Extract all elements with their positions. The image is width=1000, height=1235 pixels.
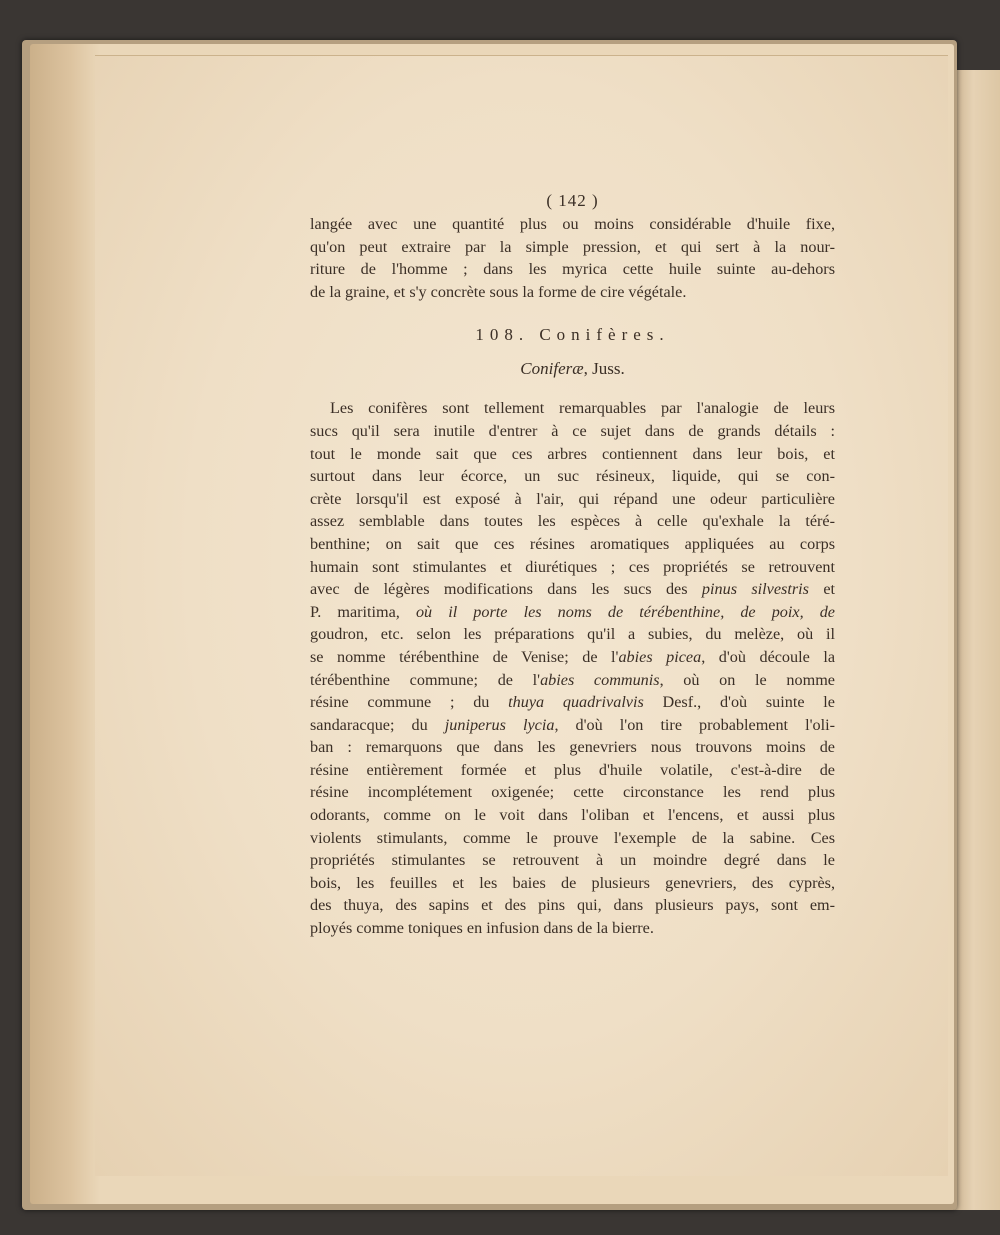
species-name: , où il porte les noms de térébenthine, de poix, de [395, 602, 835, 621]
next-page-edge [952, 70, 1000, 1210]
section-heading: 108. Conifères. [475, 325, 670, 345]
text-line: sandaracque; du juniperus lycia, d'où l'on tire probablement l'oli- [310, 715, 835, 734]
text-line: tout le monde sait que ces arbres contiennent dans leur bois, et [310, 444, 835, 463]
text-line: se nomme térébenthine de Venise; de l'abies picea, d'où découle la [310, 647, 836, 666]
text-line: ban : remarquons que dans les genevriers nous trouvons moins de [310, 738, 835, 757]
text-line: benthine; on sait que ces résines aromatiques appliquées au corps [310, 534, 835, 553]
text-line: P. maritima, où il porte les noms de térébenthine, de poix, de [310, 602, 835, 621]
text-line: résine entièrement formée et plus d'huile volatile, c'est-à-dire de [310, 760, 835, 779]
text-line: violents stimulants, comme le prouve l'exemple de la sabine. Ces [310, 828, 835, 847]
species-name: abies communis [540, 670, 660, 689]
text-line: sucs qu'il sera inutile d'entrer à ce sujet dans de grands détails : [310, 421, 835, 440]
species-name: pinus silvestris [701, 580, 809, 599]
text-line: goudron, etc. selon les préparations qu'il a subies, du melèze, où il [310, 625, 835, 644]
family-latin-name [310, 359, 835, 379]
species-name: thuya quadrivalvis [508, 693, 644, 712]
page-number: ( 142 ) [546, 191, 599, 210]
text-line: térébenthine commune; de l'abies communis, où on le nomme [310, 670, 835, 689]
text-line: riture de l'homme ; dans les myrica cette huile suinte au-dehors [310, 260, 835, 279]
text-line: qu'on peut extraire par la simple pression, et qui sert à la nour- [310, 237, 835, 256]
book-page [95, 55, 948, 1176]
text-line: avec de légères modifications dans les sucs des pinus silvestris et [310, 580, 835, 599]
text-block [310, 191, 835, 940]
species-name: abies picea [618, 647, 702, 666]
text-line: assez semblable dans toutes les espèces à celle qu'exhale la téré- [310, 512, 835, 531]
text-line: bois, les feuilles et les baies de plusieurs genevriers, des cyprès, [310, 873, 835, 892]
family-name-italic: Coniferæ [520, 359, 584, 379]
text-line: propriétés stimulantes se retrouvent à un moindre degré dans le [310, 851, 835, 870]
text-line: humain sont stimulantes et diurétiques ; ces propriétés se retrouvent [310, 557, 835, 576]
text-line: résine commune ; du thuya quadrivalvis Desf., d'où suinte le [310, 693, 835, 712]
opening-paragraph [310, 213, 835, 303]
family-name-author: , Juss. [583, 359, 625, 379]
body-paragraph [310, 397, 835, 939]
text-line: résine incomplétement oxigenée; cette circonstance les rend plus [310, 783, 835, 802]
text-line: ployés comme toniques en infusion dans de la bierre. [310, 919, 654, 938]
text-line: langée avec une quantité plus ou moins considérable d'huile fixe, [310, 215, 835, 233]
text-line: surtout dans leur écorce, un suc résineux, liquide, qui se con- [310, 467, 835, 486]
text-line: Les conifères sont tellement remarquables par l'analogie de leurs [330, 399, 835, 418]
text-line: crète lorsqu'il est exposé à l'air, qui répand une odeur particulière [310, 489, 835, 508]
species-name: juniperus lycia [444, 715, 555, 734]
text-line: des thuya, des sapins et des pins qui, dans plusieurs pays, sont em- [310, 896, 835, 915]
text-line: de la graine, et s'y concrète sous la forme de cire végétale. [310, 282, 687, 301]
text-line: odorants, comme on le voit dans l'oliban et l'encens, et aussi plus [310, 806, 835, 825]
